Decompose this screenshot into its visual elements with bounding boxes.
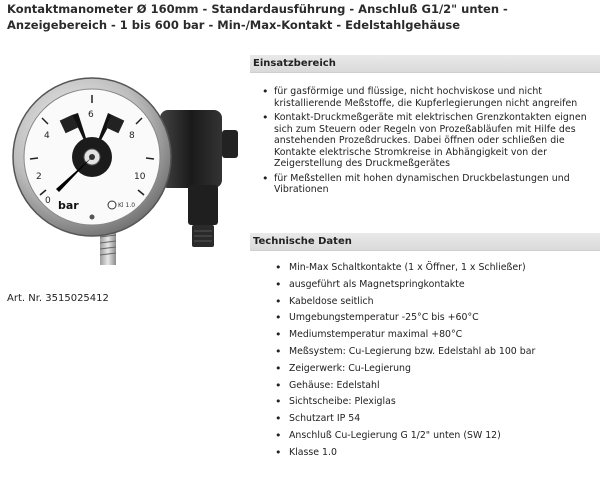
dial-number-8: 8 <box>129 131 135 141</box>
list-item: • Kontakt-Druckmeßgeräte mit elektrischen Grenzkontakten eignen sich zum Steuern oder Regeln von Prozeßabläufen mit Hilfe des anstehenden Prozeßdruckes. Dabei öffnen oder schließen die Kontakte elektrische Stromkreise in Abhängigkeit von der Zeigerstellung des Druckmeßgerätes <box>274 112 600 170</box>
list-item: • Zeigerwerk: Cu-Legierung <box>289 363 535 375</box>
list-item: • Mediumstemperatur maximal +80°C <box>289 329 535 341</box>
list-item: • Meßsystem: Cu-Legierung bzw. Edelstahl ab 100 bar <box>289 346 535 358</box>
list-item: • Anschluß Cu-Legierung G 1/2" unten (SW 12) <box>289 430 535 442</box>
dial-number-4: 4 <box>44 131 50 141</box>
list-item: • Sichtscheibe: Plexiglas <box>289 396 535 408</box>
dial-unit: bar <box>58 199 79 212</box>
product-title: Kontaktmanometer Ø 160mm - Standardausführung - Anschluß G1/2" unten - Anzeigebereich - 1 bis 600 bar - Min-/Max-Kontakt - Edelstahlgehäuse <box>7 2 508 32</box>
cable-gland <box>222 130 238 158</box>
product-image <box>0 55 245 265</box>
dial-number-6: 6 <box>88 110 94 120</box>
einsatzbereich-list <box>250 86 600 196</box>
list-item: • Umgebungstemperatur -25°C bis +60°C <box>289 312 535 324</box>
section-heading-technische-daten: Technische Daten <box>250 233 600 251</box>
technische-daten-list <box>250 262 535 464</box>
list-item: • Klasse 1.0 <box>289 447 535 459</box>
pressure-gauge-illustration <box>0 55 245 265</box>
product-details <box>250 55 600 458</box>
list-item: • für gasförmige und flüssige, nicht hochviskose und nicht kristallierende Meßstoffe, die Kupferlegierungen nicht angreifen <box>274 86 600 109</box>
section-heading-einsatzbereich: Einsatzbereich <box>250 55 600 73</box>
dial-number-10: 10 <box>134 172 146 182</box>
list-item: • Gehäuse: Edelstahl <box>289 380 535 392</box>
list-item: • Min-Max Schaltkontakte (1 x Öffner, 1 x Schließer) <box>289 262 535 274</box>
dial-number-0: 0 <box>45 196 51 206</box>
article-number: Art. Nr. 3515025412 <box>7 293 109 304</box>
dial-class: Kl 1.0 <box>118 202 136 209</box>
list-item: • Kabeldose seitlich <box>289 296 535 308</box>
list-item: • Schutzart IP 54 <box>289 413 535 425</box>
list-item: • für Meßstellen mit hohen dynamischen Druckbelastungen und Vibrationen <box>274 173 600 196</box>
list-item: • ausgeführt als Magnetspringkontakte <box>289 279 535 291</box>
dial-number-2: 2 <box>36 172 42 182</box>
